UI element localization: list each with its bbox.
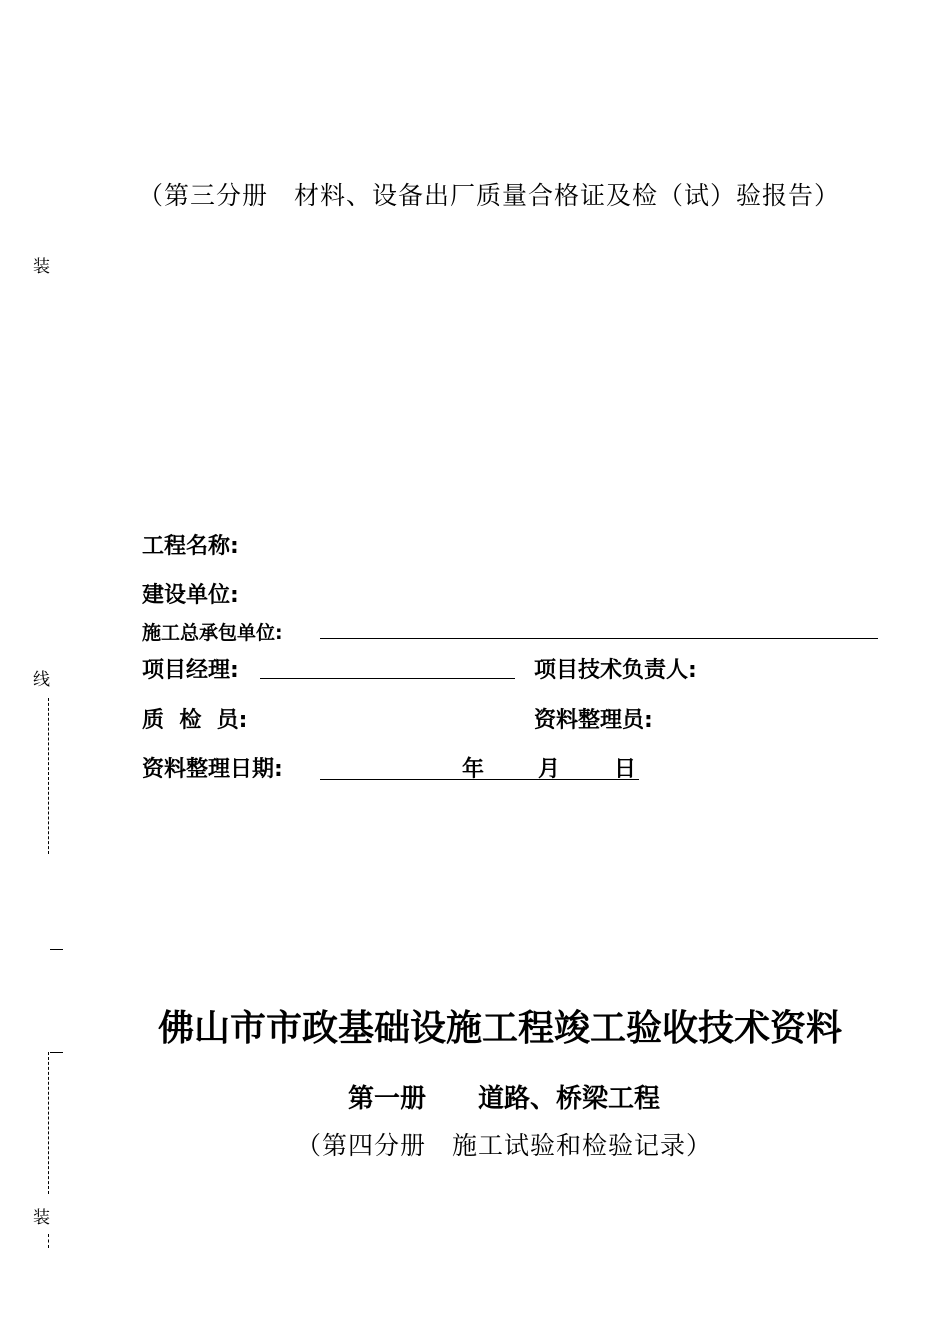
binding-mark-zhuang-bottom: 装 <box>33 1208 50 1228</box>
date-year: 年 <box>462 757 485 782</box>
tech-lead-label: 项目技术负责人: <box>534 658 697 683</box>
binding-corner-mark <box>50 1052 63 1053</box>
pm-underline[interactable] <box>260 678 515 679</box>
project-name-label: 工程名称: <box>142 534 239 559</box>
main-title: 佛山市市政基础设施工程竣工验收技术资料 <box>158 1008 843 1049</box>
date-month: 月 <box>538 757 561 782</box>
date-label: 资料整理日期: <box>142 757 283 782</box>
inspector-label: 质 检 员: <box>142 708 248 733</box>
pm-label: 项目经理: <box>142 658 239 683</box>
binding-dashed-line-lower <box>48 1052 49 1194</box>
volume-title: 第一册 道路、桥梁工程 <box>348 1084 661 1114</box>
builder-label: 建设单位: <box>142 583 239 608</box>
top-subtitle: （第三分册 材料、设备出厂质量合格证及检（试）验报告） <box>138 181 841 210</box>
volume-subtitle: （第四分册 施工试验和检验记录） <box>296 1131 713 1160</box>
contractor-label: 施工总承包单位: <box>142 622 283 644</box>
binding-dashed-line-bottom <box>48 1234 49 1248</box>
archivist-label: 资料整理员: <box>534 708 653 733</box>
date-day: 日 <box>614 757 637 782</box>
contractor-underline[interactable] <box>320 638 878 639</box>
binding-tick-mark <box>50 949 63 950</box>
binding-dashed-line-upper <box>48 698 49 854</box>
binding-mark-zhuang-top: 装 <box>33 257 50 277</box>
binding-mark-xian: 线 <box>33 670 50 690</box>
